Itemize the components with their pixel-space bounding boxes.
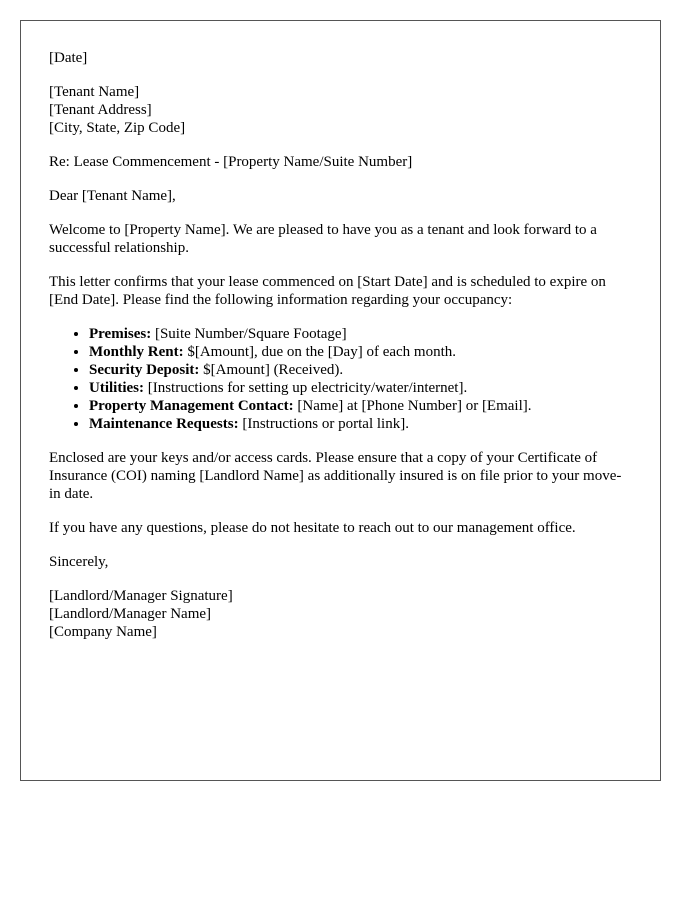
- list-item: [89, 343, 632, 361]
- item-text: [Suite Number/Square Footage]: [151, 326, 347, 342]
- item-label: Security Deposit:: [89, 362, 200, 378]
- list-item: [89, 415, 632, 433]
- tenant-address: [Tenant Address]: [49, 102, 152, 118]
- closing: Sincerely,: [49, 554, 109, 570]
- item-text: [Instructions or portal link].: [238, 416, 409, 432]
- item-text: $[Amount], due on the [Day] of each month.: [183, 344, 457, 360]
- recipient-address: [49, 83, 632, 137]
- signature-block: [49, 587, 632, 641]
- item-label: Premises:: [89, 326, 152, 342]
- manager-name: [Landlord/Manager Name]: [49, 606, 212, 622]
- confirm-paragraph: This letter confirms that your lease commenced on [Start Date] and is scheduled to expire on [End Date]. Please find the following information regarding your occupancy:: [49, 274, 606, 308]
- list-item: [89, 325, 632, 343]
- occupancy-info-list: [49, 325, 632, 433]
- item-label: Monthly Rent:: [89, 344, 184, 360]
- tenant-name: [Tenant Name]: [49, 84, 140, 100]
- item-label: Property Management Contact:: [89, 398, 294, 414]
- enclosed-paragraph: Enclosed are your keys and/or access cards. Please ensure that a copy of your Certificate of Insurance (COI) naming [Landlord Name] as additionally insured is on file prior to your move-in date.: [49, 450, 622, 502]
- item-label: Utilities:: [89, 380, 144, 396]
- item-text: [Name] at [Phone Number] or [Email].: [293, 398, 532, 414]
- company-name: [Company Name]: [49, 624, 157, 640]
- tenant-city: [City, State, Zip Code]: [49, 120, 186, 136]
- item-text: $[Amount] (Received).: [199, 362, 344, 378]
- signature: [Landlord/Manager Signature]: [49, 588, 233, 604]
- list-item: [89, 397, 632, 415]
- item-label: Maintenance Requests:: [89, 416, 239, 432]
- welcome-paragraph: Welcome to [Property Name]. We are pleased to have you as a tenant and look forward to a successful relationship.: [49, 222, 597, 256]
- list-item: [89, 379, 632, 397]
- letter: [20, 20, 661, 781]
- subject-line: Re: Lease Commencement - [Property Name/Suite Number]: [49, 154, 413, 170]
- item-text: [Instructions for setting up electricity/water/internet].: [143, 380, 468, 396]
- date: [Date]: [49, 50, 88, 66]
- questions-paragraph: If you have any questions, please do not hesitate to reach out to our management office.: [49, 520, 576, 536]
- salutation: Dear [Tenant Name],: [49, 188, 176, 204]
- list-item: [89, 361, 632, 379]
